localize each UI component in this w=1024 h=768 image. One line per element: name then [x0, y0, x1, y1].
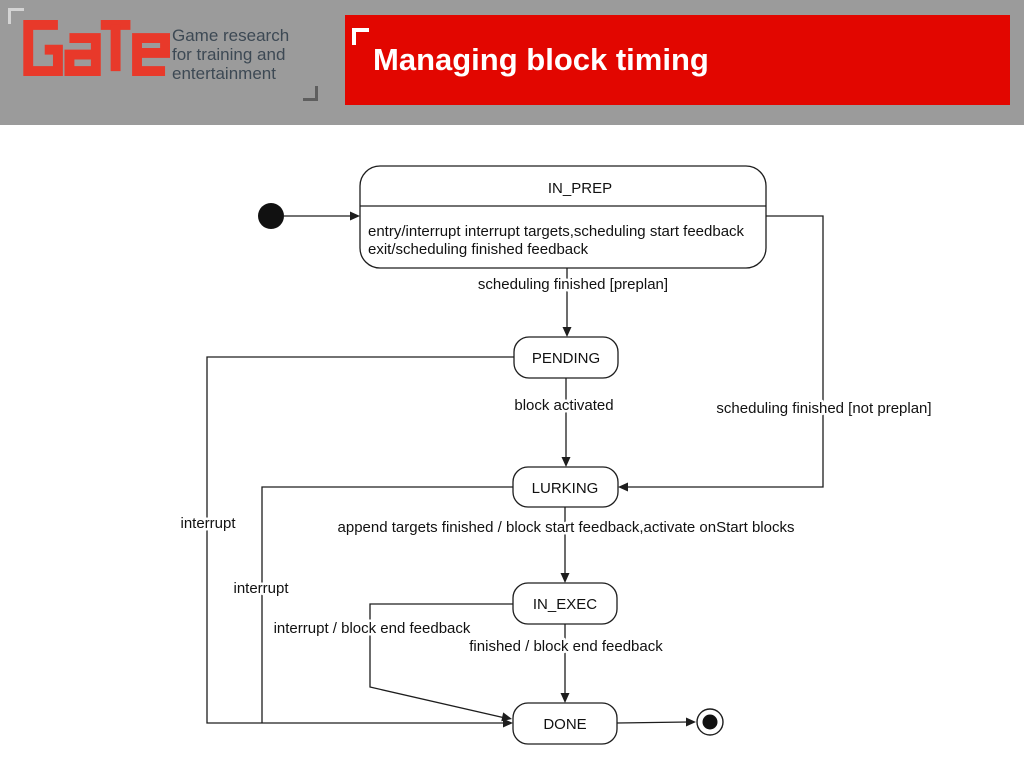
transition-label: finished / block end feedback — [469, 638, 663, 655]
arrowhead-icon — [562, 457, 571, 467]
state-in-exec — [513, 583, 617, 624]
state-label: LURKING — [531, 480, 599, 497]
state-done — [513, 703, 617, 744]
arrowhead-icon — [618, 483, 628, 492]
initial-state — [258, 203, 284, 229]
final-state — [697, 709, 723, 735]
corner-bracket-logo-icon — [303, 86, 318, 101]
transition-label: interrupt — [233, 580, 289, 597]
tagline-line: Game research — [172, 26, 290, 45]
tagline-line: entertainment — [172, 64, 276, 83]
arrowhead-icon — [561, 573, 570, 583]
page-title: Managing block timing — [373, 42, 709, 77]
transition-inexec-to-done-interrupt — [274, 604, 513, 721]
transition-line — [207, 357, 514, 723]
header-banner — [0, 0, 1024, 125]
transition-line — [617, 722, 688, 723]
transition-inexec-to-done-finished — [469, 624, 663, 703]
state-entry-action: entry/interrupt interrupt targets,scheduling start feedback — [368, 223, 745, 240]
state-exit-action: exit/scheduling finished feedback — [368, 241, 589, 258]
arrowhead-icon — [503, 719, 513, 728]
state-pending — [514, 337, 618, 378]
state-label: DONE — [543, 716, 587, 733]
title-bar — [345, 15, 1010, 105]
corner-bracket-title-icon — [352, 28, 369, 45]
state-label: PENDING — [531, 350, 601, 367]
initial-state-dot — [258, 203, 284, 229]
arrowhead-icon — [563, 327, 572, 337]
tagline-line: for training and — [172, 45, 286, 64]
transition-pending-to-lurking — [514, 378, 613, 467]
state-lurking — [513, 467, 618, 507]
final-state-dot — [703, 715, 718, 730]
state-label: IN_PREP — [547, 180, 613, 197]
transition-label: append targets finished / block start feedback,activate onStart blocks — [337, 519, 795, 536]
transition-label: scheduling finished [preplan] — [477, 276, 669, 293]
gate-logo-icon — [20, 14, 170, 82]
arrowhead-icon — [686, 718, 696, 727]
transition-pending-to-done — [180, 357, 514, 728]
transition-label: scheduling finished [not preplan] — [716, 400, 932, 417]
arrowhead-icon — [350, 212, 360, 221]
logo-tagline — [172, 26, 289, 83]
transition-lurking-to-inexec — [338, 507, 795, 583]
transition-initial-to-inprep — [284, 212, 360, 221]
state-in-prep — [360, 166, 766, 268]
transition-label: interrupt / block end feedback — [273, 620, 471, 637]
transition-inprep-to-pending — [478, 268, 668, 337]
transition-label: interrupt — [180, 515, 236, 532]
state-label: IN_EXEC — [532, 596, 598, 613]
arrowhead-icon — [501, 712, 512, 721]
transition-label: block activated — [514, 397, 614, 414]
arrowhead-icon — [561, 693, 570, 703]
transition-done-to-final — [617, 718, 696, 727]
